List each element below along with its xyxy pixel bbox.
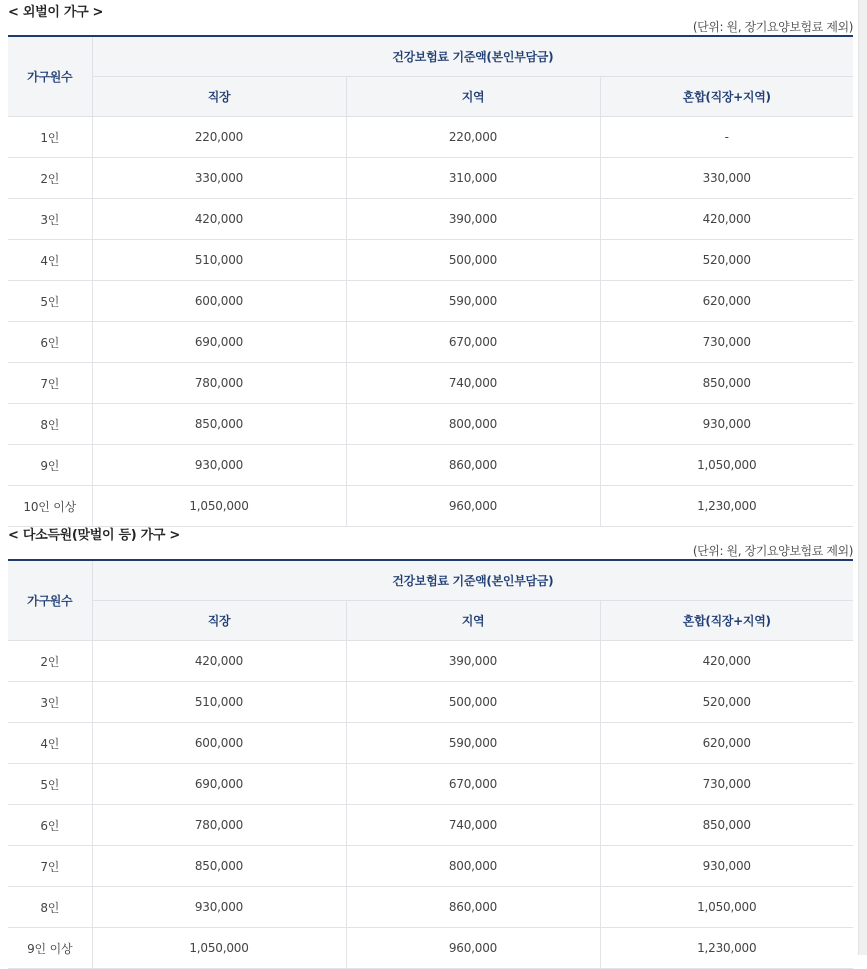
mixed-amount-cell: 420,000 xyxy=(600,641,853,682)
household-size-cell: 7인 xyxy=(8,846,92,887)
table-row xyxy=(8,682,853,723)
household-size-cell: 2인 xyxy=(8,641,92,682)
section-title-multi-income: < 다소득원(맞벌이 등) 가구 > xyxy=(8,528,180,543)
household-size-cell: 1인 xyxy=(8,117,92,158)
regional-amount-cell: 390,000 xyxy=(346,199,600,240)
workplace-amount-cell: 600,000 xyxy=(92,723,346,764)
regional-amount-cell: 590,000 xyxy=(346,723,600,764)
table-row xyxy=(8,723,853,764)
workplace-header: 직장 xyxy=(92,77,346,117)
workplace-amount-cell: 330,000 xyxy=(92,158,346,199)
table-row xyxy=(8,805,853,846)
vertical-scrollbar[interactable] xyxy=(858,0,867,955)
household-size-cell: 7인 xyxy=(8,363,92,404)
table-row xyxy=(8,281,853,322)
household-size-header: 가구원수 xyxy=(8,560,92,641)
mixed-amount-cell: 930,000 xyxy=(600,404,853,445)
regional-amount-cell: 220,000 xyxy=(346,117,600,158)
table-row xyxy=(8,117,853,158)
household-size-cell: 5인 xyxy=(8,764,92,805)
mixed-amount-cell: 850,000 xyxy=(600,363,853,404)
mixed-amount-cell: 1,230,000 xyxy=(600,928,853,969)
regional-amount-cell: 960,000 xyxy=(346,928,600,969)
mixed-header: 혼합(직장+지역) xyxy=(600,77,853,117)
regional-amount-cell: 390,000 xyxy=(346,641,600,682)
section-title-single-income: < 외벌이 가구 > xyxy=(8,5,104,20)
mixed-amount-cell: 330,000 xyxy=(600,158,853,199)
workplace-amount-cell: 220,000 xyxy=(92,117,346,158)
mixed-amount-cell: 1,230,000 xyxy=(600,486,853,527)
mixed-amount-cell: 620,000 xyxy=(600,281,853,322)
mixed-amount-cell: 730,000 xyxy=(600,322,853,363)
unit-note-multi-income: (단위: 원, 장기요양보험료 제외) xyxy=(692,544,853,558)
table-row xyxy=(8,928,853,969)
regional-amount-cell: 740,000 xyxy=(346,363,600,404)
household-size-header: 가구원수 xyxy=(8,36,92,117)
workplace-amount-cell: 930,000 xyxy=(92,887,346,928)
workplace-amount-cell: 930,000 xyxy=(92,445,346,486)
mixed-header: 혼합(직장+지역) xyxy=(600,601,853,641)
workplace-amount-cell: 420,000 xyxy=(92,641,346,682)
regional-amount-cell: 800,000 xyxy=(346,404,600,445)
household-size-cell: 4인 xyxy=(8,240,92,281)
workplace-amount-cell: 1,050,000 xyxy=(92,928,346,969)
household-size-cell: 8인 xyxy=(8,404,92,445)
workplace-amount-cell: 600,000 xyxy=(92,281,346,322)
household-size-cell: 2인 xyxy=(8,158,92,199)
household-size-cell: 6인 xyxy=(8,322,92,363)
household-size-cell: 6인 xyxy=(8,805,92,846)
table-row xyxy=(8,240,853,281)
household-size-cell: 3인 xyxy=(8,199,92,240)
regional-header: 지역 xyxy=(346,77,600,117)
unit-note-single-income: (단위: 원, 장기요양보험료 제외) xyxy=(692,20,853,34)
regional-amount-cell: 740,000 xyxy=(346,805,600,846)
mixed-amount-cell: 420,000 xyxy=(600,199,853,240)
regional-amount-cell: 670,000 xyxy=(346,764,600,805)
workplace-amount-cell: 850,000 xyxy=(92,404,346,445)
table-row xyxy=(8,445,853,486)
multi-income-table xyxy=(8,559,853,969)
regional-amount-cell: 670,000 xyxy=(346,322,600,363)
regional-header: 지역 xyxy=(346,601,600,641)
single-income-table xyxy=(8,35,853,527)
workplace-amount-cell: 510,000 xyxy=(92,240,346,281)
regional-amount-cell: 500,000 xyxy=(346,682,600,723)
table-row xyxy=(8,322,853,363)
household-size-cell: 10인 이상 xyxy=(8,486,92,527)
regional-amount-cell: 800,000 xyxy=(346,846,600,887)
premium-group-header: 건강보험료 기준액(본인부담금) xyxy=(92,36,853,77)
regional-amount-cell: 960,000 xyxy=(346,486,600,527)
mixed-amount-cell: 930,000 xyxy=(600,846,853,887)
table-row xyxy=(8,404,853,445)
workplace-amount-cell: 690,000 xyxy=(92,322,346,363)
household-size-cell: 9인 이상 xyxy=(8,928,92,969)
household-size-cell: 5인 xyxy=(8,281,92,322)
mixed-amount-cell: 730,000 xyxy=(600,764,853,805)
table-row xyxy=(8,846,853,887)
table-row xyxy=(8,641,853,682)
workplace-header: 직장 xyxy=(92,601,346,641)
mixed-amount-cell: 1,050,000 xyxy=(600,887,853,928)
workplace-amount-cell: 690,000 xyxy=(92,764,346,805)
mixed-amount-cell: 520,000 xyxy=(600,682,853,723)
table-row xyxy=(8,486,853,527)
household-size-cell: 4인 xyxy=(8,723,92,764)
mixed-amount-cell: 520,000 xyxy=(600,240,853,281)
regional-amount-cell: 860,000 xyxy=(346,887,600,928)
mixed-amount-cell: 850,000 xyxy=(600,805,853,846)
table-row xyxy=(8,764,853,805)
mixed-amount-cell: - xyxy=(600,117,853,158)
premium-group-header: 건강보험료 기준액(본인부담금) xyxy=(92,560,853,601)
regional-amount-cell: 500,000 xyxy=(346,240,600,281)
workplace-amount-cell: 850,000 xyxy=(92,846,346,887)
table-row xyxy=(8,887,853,928)
household-size-cell: 9인 xyxy=(8,445,92,486)
regional-amount-cell: 310,000 xyxy=(346,158,600,199)
workplace-amount-cell: 780,000 xyxy=(92,805,346,846)
mixed-amount-cell: 620,000 xyxy=(600,723,853,764)
regional-amount-cell: 590,000 xyxy=(346,281,600,322)
household-size-cell: 8인 xyxy=(8,887,92,928)
workplace-amount-cell: 1,050,000 xyxy=(92,486,346,527)
household-size-cell: 3인 xyxy=(8,682,92,723)
mixed-amount-cell: 1,050,000 xyxy=(600,445,853,486)
workplace-amount-cell: 510,000 xyxy=(92,682,346,723)
table-row xyxy=(8,199,853,240)
workplace-amount-cell: 420,000 xyxy=(92,199,346,240)
workplace-amount-cell: 780,000 xyxy=(92,363,346,404)
table-row xyxy=(8,363,853,404)
table-row xyxy=(8,158,853,199)
regional-amount-cell: 860,000 xyxy=(346,445,600,486)
